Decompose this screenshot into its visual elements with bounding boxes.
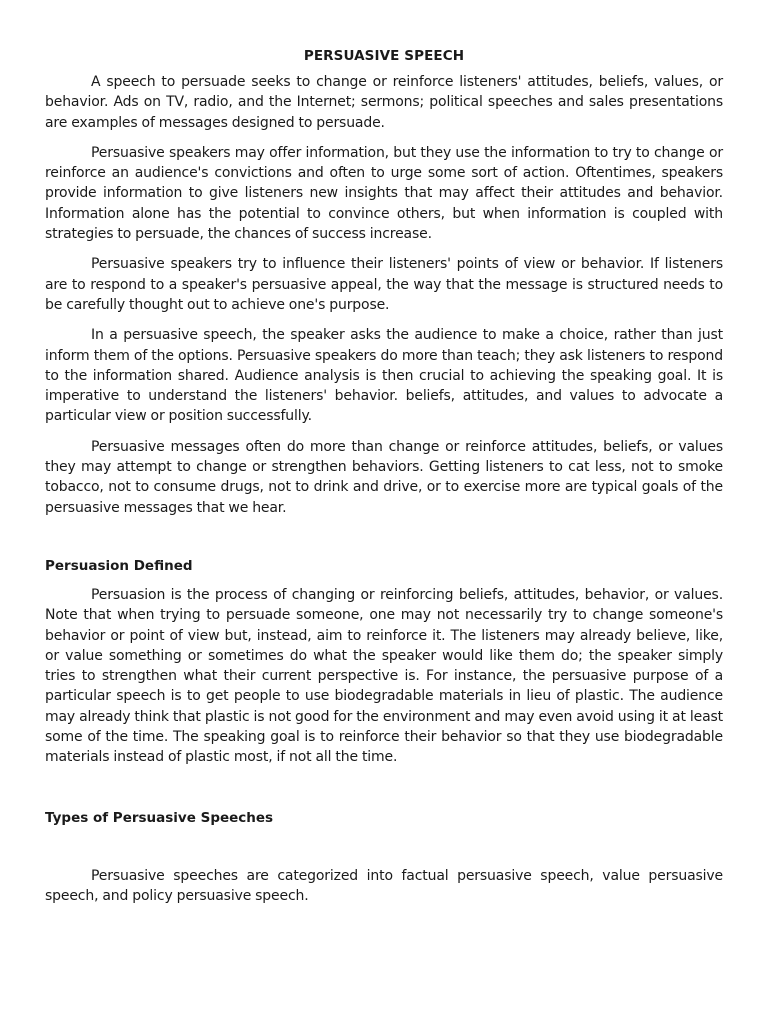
intro-paragraph-5: Persuasive messages often do more than change or reinforce attitudes, beliefs, or values they may attempt to change or strengthen behaviors. Getting listeners to cat less, not to smoke tobacco, not to consume drugs, not to drink and drive, or to exercise more are typical goals of the persuasive messages that we hear. [45,438,723,516]
intro-paragraph-2: Persuasive speakers may offer information, but they use the information to try to change or reinforce an audience's convictions and often to urge some sort of action. Oftentimes, speakers provide information to give listeners new insights that may affect their attitudes and behavior. Information alone has the potential to convince others, but when information is coupled with strategies to persuade, the chances of success increase. [45,144,723,243]
intro-paragraph-1: A speech to persuade seeks to change or reinforce listeners' attitudes, beliefs, values, or behavior. Ads on TV, radio, and the Internet; sermons; political speeches and sales presentations are examples of messages designed to persuade. [45,74,723,131]
section-spacer [45,778,723,808]
types-paragraph: Persuasive speeches are categorized into factual persuasive speech, value persuasive speech, and policy persuasive speech. [45,867,723,904]
section-spacer [45,528,723,556]
section-heading-persuasion-defined: Persuasion Defined [45,557,193,574]
section-spacer [45,837,723,866]
intro-paragraph-3: Persuasive speakers try to influence their listeners' points of view or behavior. If listeners are to respond to a speaker's persuasive appeal, the way that the message is structured needs to be carefully thought out to achieve one's purpose. [45,256,723,313]
definition-paragraph: Persuasion is the process of changing or reinforcing beliefs, attitudes, behavior, or values. Note that when trying to persuade someone, one may not necessarily try to change someone's behavior or point of view but, instead, aim to reinforce it. The listeners may already believe, like, or value something or sometimes do what the speaker would like them do; the speaker simply tries to strengthen what their current perspective is. For instance, the persuasive purpose of a particular speech is to get people to use biodegradable materials in lieu of plastic. The audience may already think that plastic is not good for the environment and may even avoid using it at least some of the time. The speaking goal is to reinforce their behavior so that they use biodegradable materials instead of plastic most, if not all the time. [45,586,723,766]
section-heading-types: Types of Persuasive Speeches [45,809,274,826]
document-title: PERSUASIVE SPEECH [303,48,465,64]
document-page [45,46,723,916]
intro-paragraph-4: In a persuasive speech, the speaker asks the audience to make a choice, rather than just inform them of the options. Persuasive speakers do more than teach; they ask listeners to respond to the information shared. Audience analysis is then crucial to achieving the speaking goal. It is imperative to understand the listeners' behavior. beliefs, attitudes, and values to advocate a particular view or position successfully. [45,327,723,425]
